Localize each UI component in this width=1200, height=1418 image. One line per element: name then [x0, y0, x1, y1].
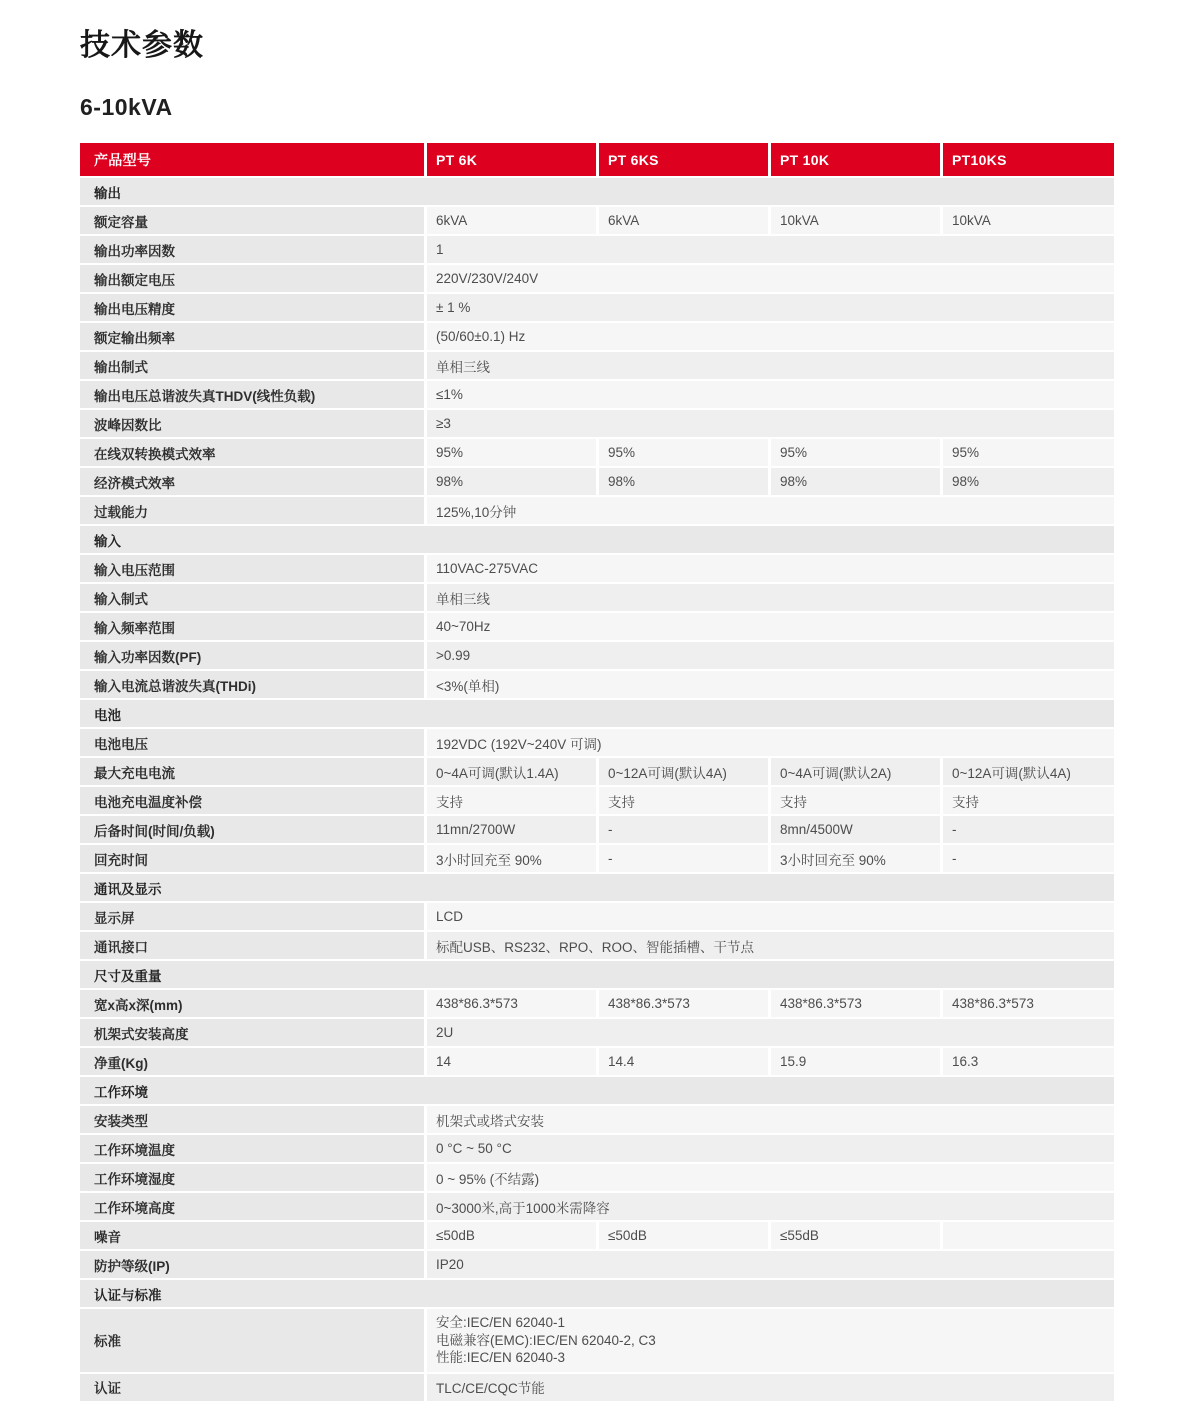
spec-label-cell: 电池电压	[80, 729, 424, 756]
spec-value-cell: TLC/CE/CQC节能	[427, 1374, 1114, 1401]
spec-value-cell: -	[599, 845, 768, 872]
spec-value-cell: 0~4A可调(默认1.4A)	[427, 758, 596, 785]
spec-value-cell: 0~4A可调(默认2A)	[771, 758, 940, 785]
section-title-cell: 通讯及显示	[80, 874, 1114, 901]
spec-value-cell: 95%	[771, 439, 940, 466]
spec-value-cell: 6kVA	[427, 207, 596, 234]
spec-value-cell: ≥3	[427, 410, 1114, 437]
spec-value-cell: 438*86.3*573	[427, 990, 596, 1017]
spec-label-cell: 显示屏	[80, 903, 424, 930]
spec-label-cell: 波峰因数比	[80, 410, 424, 437]
spec-label-cell: 输入频率范围	[80, 613, 424, 640]
spec-value-cell: -	[599, 816, 768, 843]
spec-value-cell: 单相三线	[427, 584, 1114, 611]
spec-label-cell: 安装类型	[80, 1106, 424, 1133]
spec-label-cell: 工作环境湿度	[80, 1164, 424, 1191]
spec-label-cell: 防护等级(IP)	[80, 1251, 424, 1278]
column-header-cell: PT 10K	[771, 143, 940, 176]
column-header-cell: PT10KS	[943, 143, 1114, 176]
column-header-cell: PT 6KS	[599, 143, 768, 176]
spec-value-cell: 40~70Hz	[427, 613, 1114, 640]
section-title-cell: 输出	[80, 178, 1114, 205]
spec-value-cell: 14	[427, 1048, 596, 1075]
spec-value-cell: 0~12A可调(默认4A)	[943, 758, 1114, 785]
spec-label-cell: 输入功率因数(PF)	[80, 642, 424, 669]
spec-value-cell: 6kVA	[599, 207, 768, 234]
spec-label-cell: 输出电压精度	[80, 294, 424, 321]
spec-value-cell: IP20	[427, 1251, 1114, 1278]
spec-value-cell: 0 °C ~ 50 °C	[427, 1135, 1114, 1162]
product-model-header-cell: 产品型号	[80, 143, 424, 176]
spec-value-cell: ≤50dB	[427, 1222, 596, 1249]
spec-value-cell: 220V/230V/240V	[427, 265, 1114, 292]
spec-value-cell: 2U	[427, 1019, 1114, 1046]
page-subtitle: 6-10kVA	[80, 94, 173, 120]
spec-label-cell: 输入电压范围	[80, 555, 424, 582]
spec-value-cell: 支持	[427, 787, 596, 814]
spec-label-cell: 额定输出频率	[80, 323, 424, 350]
spec-value-cell: 10kVA	[943, 207, 1114, 234]
spec-value-cell: 3小时回充至 90%	[427, 845, 596, 872]
spec-label-cell: 通讯接口	[80, 932, 424, 959]
spec-value-cell	[427, 1309, 1114, 1372]
spec-value-cell: >0.99	[427, 642, 1114, 669]
spec-value-cell: 95%	[943, 439, 1114, 466]
spec-value-cell: 110VAC-275VAC	[427, 555, 1114, 582]
spec-label-cell: 认证	[80, 1374, 424, 1401]
spec-label-cell: 电池充电温度补偿	[80, 787, 424, 814]
section-title-cell: 认证与标准	[80, 1280, 1114, 1307]
spec-value-cell: 标配USB、RS232、RPO、ROO、智能插槽、干节点	[427, 932, 1114, 959]
spec-value-cell: -	[943, 845, 1114, 872]
spec-value-cell: ± 1 %	[427, 294, 1114, 321]
spec-label-cell: 回充时间	[80, 845, 424, 872]
section-title-cell: 电池	[80, 700, 1114, 727]
spec-label-cell: 输出制式	[80, 352, 424, 379]
spec-value-cell: 438*86.3*573	[943, 990, 1114, 1017]
spec-value-line: 电磁兼容(EMC):IEC/EN 62040-2, C3	[436, 1332, 656, 1348]
spec-label-cell: 经济模式效率	[80, 468, 424, 495]
spec-value-cell: 11mn/2700W	[427, 816, 596, 843]
spec-label-cell: 净重(Kg)	[80, 1048, 424, 1075]
section-title-cell: 输入	[80, 526, 1114, 553]
spec-label-cell: 标准	[80, 1309, 424, 1372]
column-header-cell: PT 6K	[427, 143, 596, 176]
spec-value-cell: 125%,10分钟	[427, 497, 1114, 524]
spec-value-cell: ≤1%	[427, 381, 1114, 408]
spec-label-cell: 工作环境高度	[80, 1193, 424, 1220]
spec-label-cell: 过载能力	[80, 497, 424, 524]
spec-value-cell	[943, 1222, 1114, 1249]
spec-value-cell: 单相三线	[427, 352, 1114, 379]
spec-value-cell: 98%	[427, 468, 596, 495]
spec-value-cell: 98%	[943, 468, 1114, 495]
spec-value-cell: 438*86.3*573	[771, 990, 940, 1017]
spec-value-cell: 0~12A可调(默认4A)	[599, 758, 768, 785]
spec-value-cell: 14.4	[599, 1048, 768, 1075]
spec-value-cell: 0~3000米,高于1000米需降容	[427, 1193, 1114, 1220]
spec-label-cell: 输出电压总谐波失真THDV(线性负载)	[80, 381, 424, 408]
spec-value-cell: 1	[427, 236, 1114, 263]
spec-value-cell: 支持	[771, 787, 940, 814]
spec-value-cell: 10kVA	[771, 207, 940, 234]
spec-value-cell: -	[943, 816, 1114, 843]
spec-value-cell: 98%	[599, 468, 768, 495]
spec-label-cell: 最大充电电流	[80, 758, 424, 785]
spec-value-cell: (50/60±0.1) Hz	[427, 323, 1114, 350]
spec-label-cell: 机架式安装高度	[80, 1019, 424, 1046]
spec-value-cell: 0 ~ 95% (不结露)	[427, 1164, 1114, 1191]
spec-value-cell: 95%	[599, 439, 768, 466]
spec-value-cell: 98%	[771, 468, 940, 495]
spec-value-cell: ≤50dB	[599, 1222, 768, 1249]
spec-label-cell: 后备时间(时间/负载)	[80, 816, 424, 843]
section-title-cell: 工作环境	[80, 1077, 1114, 1104]
spec-label-cell: 输出功率因数	[80, 236, 424, 263]
spec-label-cell: 输出额定电压	[80, 265, 424, 292]
spec-value-cell: 15.9	[771, 1048, 940, 1075]
spec-value-line: 安全:IEC/EN 62040-1	[436, 1315, 566, 1330]
spec-value-cell: 16.3	[943, 1048, 1114, 1075]
page-title: 技术参数	[80, 29, 204, 62]
spec-value-cell: 支持	[599, 787, 768, 814]
spec-value-cell: LCD	[427, 903, 1114, 930]
spec-value-line: 性能:IEC/EN 62040-3	[436, 1350, 566, 1365]
spec-label-cell: 在线双转换模式效率	[80, 439, 424, 466]
spec-value-cell: 8mn/4500W	[771, 816, 940, 843]
spec-value-cell: 3小时回充至 90%	[771, 845, 940, 872]
spec-label-cell: 输入电流总谐波失真(THDi)	[80, 671, 424, 698]
section-title-cell: 尺寸及重量	[80, 961, 1114, 988]
spec-value-cell: 支持	[943, 787, 1114, 814]
spec-label-cell: 噪音	[80, 1222, 424, 1249]
spec-value-cell: 机架式或塔式安装	[427, 1106, 1114, 1133]
spec-value-cell: <3%(单相)	[427, 671, 1114, 698]
spec-label-cell: 宽x高x深(mm)	[80, 990, 424, 1017]
spec-table	[80, 143, 1114, 1401]
spec-value-cell: 192VDC (192V~240V 可调)	[427, 729, 1114, 756]
spec-label-cell: 输入制式	[80, 584, 424, 611]
spec-value-cell: ≤55dB	[771, 1222, 940, 1249]
spec-value-cell: 95%	[427, 439, 596, 466]
spec-label-cell: 工作环境温度	[80, 1135, 424, 1162]
spec-label-cell: 额定容量	[80, 207, 424, 234]
spec-value-cell: 438*86.3*573	[599, 990, 768, 1017]
